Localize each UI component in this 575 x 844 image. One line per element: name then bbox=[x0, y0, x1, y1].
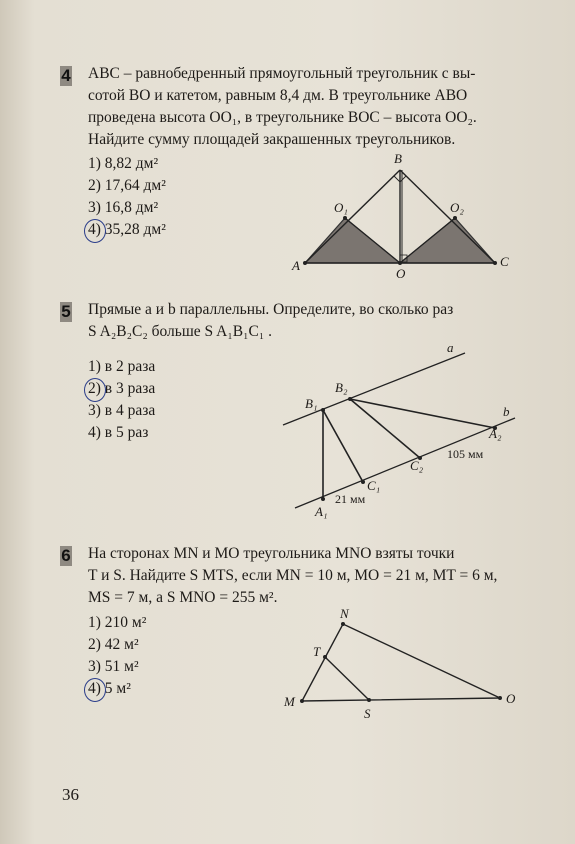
problem-4-line-3: проведена высота OO₁, в треугольнике BOC – высота OO₂. bbox=[88, 109, 477, 126]
label-S: S bbox=[364, 706, 371, 721]
problem-4-text bbox=[88, 63, 520, 151]
problem-5-line-2: S A₂B₂C₂ больше S A₁B₁C₁ . bbox=[88, 323, 272, 340]
label-B2: B₂ bbox=[335, 380, 348, 395]
problem-4-option-4[interactable]: 4) 35,28 дм² bbox=[88, 221, 166, 238]
label-a: a bbox=[447, 340, 454, 355]
label-105mm: 105 мм bbox=[447, 447, 484, 461]
problem-6-figure bbox=[280, 600, 530, 725]
label-A2: A₂ bbox=[489, 426, 502, 441]
problem-4-answer-circle bbox=[84, 219, 106, 243]
problem-4-line-4: Найдите сумму площадей закрашенных треугольников. bbox=[88, 131, 456, 148]
label-O2: O₂ bbox=[450, 200, 464, 215]
label-C: C bbox=[500, 254, 509, 269]
label-O1: O₁ bbox=[334, 200, 348, 215]
label-M: M bbox=[284, 694, 295, 709]
label-B1: B₁ bbox=[305, 396, 318, 411]
problem-5-line-1: Прямые a и b параллельны. Определите, во сколько раз bbox=[88, 301, 454, 318]
problem-5-number: 5 bbox=[61, 302, 71, 321]
problem-6-answer-circle bbox=[84, 678, 106, 702]
problem-6-option-3[interactable]: 3) 51 м² bbox=[88, 658, 139, 675]
problem-5-option-3[interactable]: 3) в 4 раза bbox=[88, 402, 156, 419]
problem-4-option-2[interactable]: 2) 17,64 дм² bbox=[88, 177, 166, 194]
problem-5-answer-circle bbox=[84, 378, 106, 402]
problem-6-option-2[interactable]: 2) 42 м² bbox=[88, 636, 139, 653]
label-C1: C₁ bbox=[367, 478, 381, 493]
label-N: N bbox=[340, 606, 349, 621]
problem-5-option-4[interactable]: 4) в 5 раз bbox=[88, 424, 149, 441]
label-b: b bbox=[503, 404, 510, 419]
label-O: O bbox=[396, 266, 406, 280]
problem-6-option-4[interactable]: 4) 5 м² bbox=[88, 680, 131, 697]
problem-5-text bbox=[88, 299, 520, 343]
problem-4-option-3[interactable]: 3) 16,8 дм² bbox=[88, 199, 159, 216]
problem-6-number: 6 bbox=[61, 546, 71, 565]
problem-4-line-1: ABC – равнобедренный прямоугольный треугольник с вы- bbox=[88, 65, 476, 82]
problem-4-option-1[interactable]: 1) 8,82 дм² bbox=[88, 155, 159, 172]
problem-6-line-3: MS = 7 м, а S MNO = 255 м². bbox=[88, 589, 278, 606]
label-A: A bbox=[292, 258, 300, 273]
label-T: T bbox=[313, 644, 321, 659]
problem-5-figure bbox=[275, 340, 535, 520]
problem-4-line-2: сотой BO и катетом, равным 8,4 дм. В треугольнике ABO bbox=[88, 87, 468, 104]
problem-5-option-1[interactable]: 1) в 2 раза bbox=[88, 358, 156, 375]
problem-6-line-2: T и S. Найдите S MTS, если MN = 10 м, MO = 21 м, MT = 6 м, bbox=[88, 567, 498, 584]
page-number: 36 bbox=[62, 785, 79, 804]
label-A1: A₁ bbox=[315, 504, 328, 519]
problem-4-figure bbox=[290, 150, 520, 280]
label-C2: C₂ bbox=[410, 458, 424, 473]
problem-5-option-2[interactable]: 2) в 3 раза bbox=[88, 380, 156, 397]
label-O: O bbox=[506, 691, 516, 706]
problem-6-option-1[interactable]: 1) 210 м² bbox=[88, 614, 147, 631]
problem-6-line-1: На сторонах MN и MO треугольника MNO взяты точки bbox=[88, 545, 455, 562]
label-21mm: 21 мм bbox=[335, 492, 366, 506]
problem-4-number: 4 bbox=[61, 66, 71, 85]
label-B: B bbox=[394, 151, 402, 166]
